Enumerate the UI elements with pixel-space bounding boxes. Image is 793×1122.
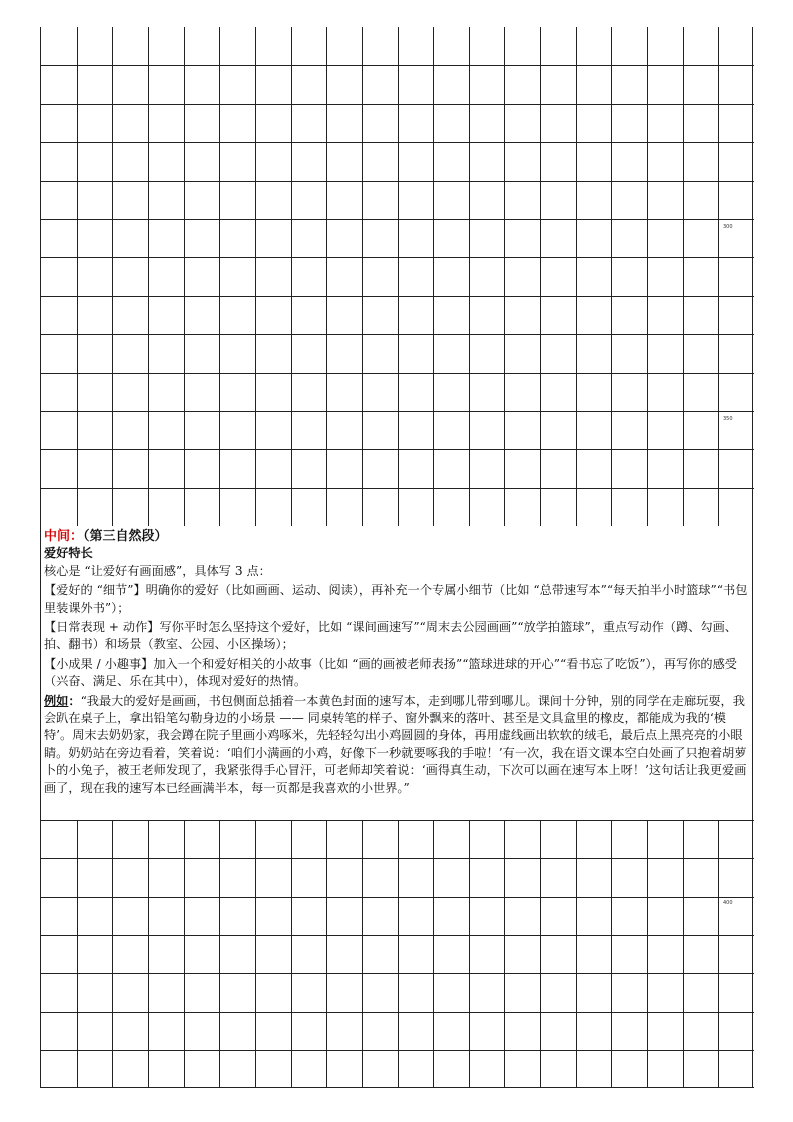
instruction-section xyxy=(40,526,753,820)
point-story xyxy=(44,656,749,691)
word-count-mark: 300 xyxy=(723,224,733,230)
grid-lines-top xyxy=(41,27,754,526)
example-text: “我最大的爱好是画画，书包侧面总插着一本黄色封面的速写本，走到哪儿带到哪儿。课间十分钟，别的同学在走廊玩耍，我会趴在桌子上，拿出铅笔勾勒身边的小场景 —— 同桌转笔的样子、窗外飘来的落叶、甚至是文具盒里的橡皮，都能成为我的‘模特’。周末去奶奶家，我会蹲在院子里画小鸡啄米，先轻轻勾出小鸡圆圆的身体，再用虚线画出软软的绒毛，最后点上黑亮亮的小眼睛。奶奶站在旁边看着，笑着说：‘咱们小满画的小鸡，好像下一秒就要啄我的手啦！’有一次，我在语文课本空白处画了只抱着胡萝卜的小兔子，被王老师发现了，我紧张得手心冒汗，可老师却笑着说：‘画得真生动，下次可以画在速写本上呀！’这句话让我更爱画画了，现在我的速写本已经画满半本，每一页都是我喜欢的小世界。” xyxy=(44,693,747,795)
topic-title: 爱好特长 xyxy=(44,546,93,561)
point-title: 【小成果 / 小趣事】 xyxy=(44,656,154,671)
example-colon: ： xyxy=(68,693,81,708)
point-title: 【日常表现 + 动作】 xyxy=(44,620,160,635)
word-count-mark: 350 xyxy=(723,416,733,422)
point-text: 加入一个和爱好相关的小故事（比如 “画的画被老师表扬”“篮球进球的开心”“看书忘了吃饭”），再写你的感受（兴奋、满足、乐在其中），体现对爱好的热情。 xyxy=(44,656,737,689)
middle-colon: ： xyxy=(70,529,84,544)
point-title: 【爱好的 “细节”】 xyxy=(44,583,146,598)
example-paragraph xyxy=(44,693,749,797)
core-intro: 核心是 “让爱好有画面感”，具体写 3 点： xyxy=(44,563,271,578)
word-count-mark: 400 xyxy=(723,900,733,906)
example-label: 例如 xyxy=(44,693,69,708)
grid-lines-bottom xyxy=(41,820,754,1088)
paragraph-note: （第三自然段） xyxy=(83,529,168,544)
point-text: 明确你的爱好（比如画画、运动、阅读），再补充一个专属小细节（比如 “总带速写本”“每天拍半小时篮球”“书包里装课外书”）； xyxy=(44,583,748,615)
middle-label: 中间 xyxy=(44,529,71,544)
point-daily xyxy=(44,619,749,654)
section-heading xyxy=(44,528,749,545)
composition-grid-bottom xyxy=(40,820,753,1088)
composition-grid-top xyxy=(40,27,753,526)
point-text: 写你平时怎么坚持这个爱好，比如 “课间画速写”“周末去公园画画”“放学拍篮球”，重点写动作（蹲、勾画、拍、翻书）和场景（教室、公园、小区操场）； xyxy=(44,620,737,652)
point-detail xyxy=(44,582,749,617)
